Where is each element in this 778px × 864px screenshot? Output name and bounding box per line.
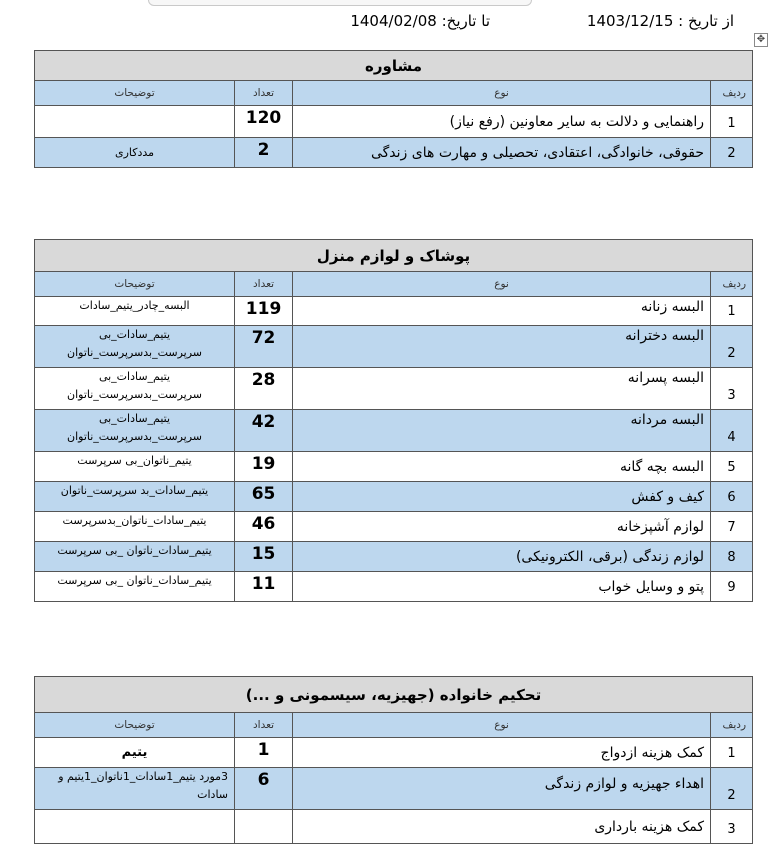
row-desc: یتیم_سادات_بد سرپرست_ناتوان xyxy=(35,482,235,512)
row-desc: یتیم_سادات_بی سرپرست_بدسرپرست_ناتوان xyxy=(35,326,235,368)
row-desc: یتیم_سادات_ناتوان _بی سرپرست xyxy=(35,542,235,572)
row-number: 2 xyxy=(711,326,753,368)
row-type: کمک هزینه ازدواج xyxy=(293,738,711,768)
table-row xyxy=(35,410,753,452)
row-number: 4 xyxy=(711,410,753,452)
row-type: راهنمایی و دلالت به سایر معاونین (رفع نیاز) xyxy=(293,106,711,138)
row-number: 5 xyxy=(711,452,753,482)
section-title: مشاوره xyxy=(35,51,753,81)
table-row xyxy=(35,452,753,482)
table-row xyxy=(35,768,753,810)
row-type: البسه پسرانه xyxy=(293,368,711,410)
row-number: 1 xyxy=(711,738,753,768)
column-header-count: تعداد xyxy=(235,272,293,297)
row-number: 9 xyxy=(711,572,753,602)
table-row xyxy=(35,138,753,168)
row-number: 3 xyxy=(711,368,753,410)
column-header-radif: ردیف xyxy=(711,713,753,738)
row-count: 15 xyxy=(235,542,293,572)
row-desc: یتیم_ناتوان_بی سرپرست xyxy=(35,452,235,482)
row-type: کمک هزینه بارداری xyxy=(293,810,711,844)
row-desc xyxy=(35,810,235,844)
row-count: 65 xyxy=(235,482,293,512)
table-row xyxy=(35,106,753,138)
column-header-desc: توضیحات xyxy=(35,713,235,738)
table-row xyxy=(35,738,753,768)
row-number: 3 xyxy=(711,810,753,844)
row-number: 1 xyxy=(711,297,753,326)
row-desc: مددکاری xyxy=(35,138,235,168)
row-number: 6 xyxy=(711,482,753,512)
from-date: از تاریخ : 1403/12/15 xyxy=(586,12,734,30)
row-type: البسه زنانه xyxy=(293,297,711,326)
row-number: 8 xyxy=(711,542,753,572)
table-row xyxy=(35,482,753,512)
row-desc: یتیم_سادات_بی سرپرست_بدسرپرست_ناتوان xyxy=(35,410,235,452)
page-top-edge xyxy=(148,0,532,6)
row-number: 1 xyxy=(711,106,753,138)
row-desc: یتیم_سادات_ناتوان_بدسرپرست xyxy=(35,512,235,542)
row-type: البسه مردانه xyxy=(293,410,711,452)
row-count: 19 xyxy=(235,452,293,482)
row-type: اهداء جهیزیه و لوازم زندگی xyxy=(293,768,711,810)
table-row xyxy=(35,326,753,368)
table-row xyxy=(35,542,753,572)
row-desc xyxy=(35,106,235,138)
row-count: 11 xyxy=(235,572,293,602)
row-desc: البسه_چادر_یتیم_سادات xyxy=(35,297,235,326)
to-date: تا تاریخ: 1404/02/08 xyxy=(350,12,490,30)
row-desc: یتیم_سادات_بی سرپرست_بدسرپرست_ناتوان xyxy=(35,368,235,410)
row-count: 28 xyxy=(235,368,293,410)
row-count: 72 xyxy=(235,326,293,368)
column-header-count: تعداد xyxy=(235,713,293,738)
row-number: 7 xyxy=(711,512,753,542)
row-count: 42 xyxy=(235,410,293,452)
column-header-type: نوع xyxy=(293,272,711,297)
row-count: 6 xyxy=(235,768,293,810)
table-row xyxy=(35,368,753,410)
column-header-count: تعداد xyxy=(235,81,293,106)
column-header-radif: ردیف xyxy=(711,272,753,297)
table-row xyxy=(35,512,753,542)
column-header-desc: توضیحات xyxy=(35,81,235,106)
row-type: لوازم آشپزخانه xyxy=(293,512,711,542)
row-count: 119 xyxy=(235,297,293,326)
column-header-type: نوع xyxy=(293,713,711,738)
row-type: البسه بچه گانه xyxy=(293,452,711,482)
row-desc: یتیم xyxy=(35,738,235,768)
row-type: کیف و کفش xyxy=(293,482,711,512)
row-type: حقوقی، خانوادگی، اعتقادی، تحصیلی و مهارت های زندگی xyxy=(293,138,711,168)
table-row xyxy=(35,297,753,326)
row-count: 120 xyxy=(235,106,293,138)
section-title: تحکیم خانواده (جهیزیه، سیسمونی و ...) xyxy=(35,677,753,713)
row-type: البسه دخترانه xyxy=(293,326,711,368)
row-count xyxy=(235,810,293,844)
counseling-table xyxy=(34,50,753,168)
row-number: 2 xyxy=(711,768,753,810)
row-type: لوازم زندگی (برقی، الکترونیکی) xyxy=(293,542,711,572)
row-desc: 3مورد یتیم_1سادات_1ناتوان_1یتیم و سادات xyxy=(35,768,235,810)
column-header-desc: توضیحات xyxy=(35,272,235,297)
column-header-type: نوع xyxy=(293,81,711,106)
row-number: 2 xyxy=(711,138,753,168)
column-header-radif: ردیف xyxy=(711,81,753,106)
row-count: 46 xyxy=(235,512,293,542)
family-support-table xyxy=(34,676,753,844)
table-row xyxy=(35,572,753,602)
row-desc: یتیم_سادات_ناتوان _بی سرپرست xyxy=(35,572,235,602)
section-title: پوشاک و لوازم منزل xyxy=(35,240,753,272)
clothing-household-table xyxy=(34,239,753,602)
row-count: 2 xyxy=(235,138,293,168)
table-row xyxy=(35,810,753,844)
row-count: 1 xyxy=(235,738,293,768)
row-type: پتو و وسایل خواب xyxy=(293,572,711,602)
table-move-handle-icon[interactable]: ✥ xyxy=(754,33,768,47)
